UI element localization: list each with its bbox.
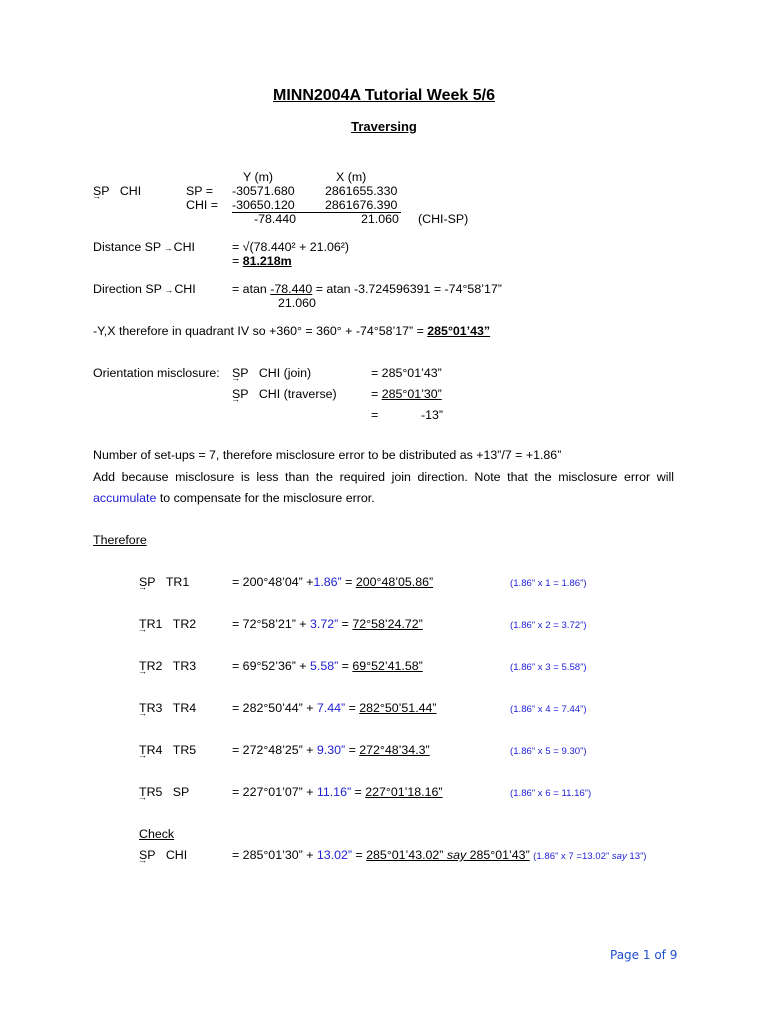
correction-row-formula: = 272°48’25” + 9.30” = 272°48’34.3”	[232, 743, 430, 757]
x-column-header: X (m)	[336, 170, 367, 184]
diff-note: (CHI-SP)	[418, 212, 469, 226]
accumulate-line: accumulate to compensate for the misclosure error.	[93, 491, 375, 505]
bearing-result: 285°01’43”	[427, 324, 491, 338]
misclosure-value: -13”	[421, 408, 444, 422]
direction-numerator: -78.440	[270, 282, 313, 296]
traverse-label: SP → CHI (traverse)	[232, 387, 337, 402]
check-line-label: SP → CHI	[139, 848, 187, 863]
join-value: = 285°01’43”	[371, 366, 442, 380]
check-note: (1.86” x 7 =13.02” say 13”)	[533, 851, 647, 862]
page-title: MINN2004A Tutorial Week 5/6	[273, 87, 495, 104]
correction-amount: 7.44”	[316, 701, 346, 715]
sp-y-value: -30571.680	[232, 184, 295, 198]
quadrant-line: -Y,X therefore in quadrant IV so +360° = 360° + -74°58’17” = 285°01’43”	[93, 324, 491, 338]
direction-denominator: 21.060	[278, 296, 316, 310]
corrected-bearing: 72°58’24.72”	[352, 617, 423, 631]
join-label: SP → CHI (join)	[232, 366, 311, 381]
correction-row-note: (1.86” x 1 = 1.86”)	[510, 578, 587, 589]
distance-result: = 81.218m	[232, 254, 292, 268]
correction-amount: 5.58”	[309, 659, 339, 673]
explanation-line: Add because misclosure is less than the required join direction. Note that the misclosure error will	[93, 470, 674, 484]
correction-row-note: (1.86” x 3 = 5.58”)	[510, 662, 587, 673]
correction-row-label: TR2 → TR3	[139, 659, 196, 674]
correction-row-formula: = 72°58’21” + 3.72” = 72°58’24.72”	[232, 617, 423, 631]
distance-formula: = √(78.440² + 21.06²)	[232, 240, 350, 254]
diff-y-value: -78.440	[254, 212, 297, 226]
corrected-bearing: 69°52’41.58”	[352, 659, 423, 673]
correction-row-label: TR4 → TR5	[139, 743, 196, 758]
sp-label: SP =	[186, 184, 213, 198]
chi-y-value: -30650.120	[232, 198, 295, 212]
misclosure-eq: =	[371, 408, 379, 422]
chi-label: CHI =	[186, 198, 219, 212]
check-heading: Check	[139, 827, 175, 841]
sp-x-value: 2861655.330	[325, 184, 398, 198]
page-number: Page 1 of 9	[610, 948, 678, 962]
line-label: SP → CHI	[93, 184, 141, 199]
correction-amount: 11.16”	[316, 785, 352, 799]
correction-row-label: TR3 → TR4	[139, 701, 196, 716]
correction-row-formula: = 282°50’44” + 7.44” = 282°50’51.44”	[232, 701, 437, 715]
correction-row-note: (1.86” x 6 = 11.16”)	[510, 788, 592, 799]
setups-line: Number of set-ups = 7, therefore misclosure error to be distributed as +13”/7 = +1.86”	[93, 448, 562, 462]
diff-x-value: 21.060	[361, 212, 399, 226]
correction-row-note: (1.86” x 4 = 7.44”)	[510, 704, 587, 715]
correction-amount: 3.72”	[309, 617, 339, 631]
correction-row-label: SP → TR1	[139, 575, 189, 590]
chi-values-row	[232, 198, 401, 213]
y-column-header: Y (m)	[243, 170, 274, 184]
correction-row-label: TR5 → SP	[139, 785, 189, 800]
orientation-label: Orientation misclosure:	[93, 366, 220, 380]
corrected-bearing: 272°48’34.3”	[359, 743, 430, 757]
correction-row-formula: = 227°01’07” + 11.16” = 227°01’18.16”	[232, 785, 443, 799]
therefore-heading: Therefore	[93, 533, 147, 547]
corrected-bearing: 200°48’05.86”	[355, 575, 434, 589]
corrected-bearing: 282°50’51.44”	[359, 701, 437, 715]
accumulate-word: accumulate	[93, 491, 157, 505]
correction-row-label: TR1 → TR2	[139, 617, 196, 632]
correction-row-formula: = 200°48’04” +1.86” = 200°48’05.86”	[232, 575, 434, 589]
traverse-value: = 285°01’30”	[371, 387, 442, 401]
correction-row-note: (1.86” x 5 = 9.30”)	[510, 746, 587, 757]
section-subtitle: Traversing	[351, 119, 417, 134]
distance-label: Distance SP CHI	[93, 240, 195, 254]
correction-row-note: (1.86” x 2 = 3.72”)	[510, 620, 587, 631]
direction-formula: = atan -78.440 = atan -3.724596391 = -74°58’17”	[232, 282, 502, 296]
check-formula: = 285°01’30” + 13.02” = 285°01’43.02” say 285°01’43” (1.86” x 7 =13.02” say 13”)	[232, 848, 647, 862]
chi-x-value: 2861676.390	[325, 198, 398, 212]
correction-row-formula: = 69°52’36” + 5.58” = 69°52’41.58”	[232, 659, 423, 673]
correction-amount: 9.30”	[316, 743, 346, 757]
direction-label: Direction SP CHI	[93, 282, 196, 296]
correction-amount: 1.86”	[313, 575, 342, 589]
corrected-bearing: 227°01’18.16”	[365, 785, 443, 799]
